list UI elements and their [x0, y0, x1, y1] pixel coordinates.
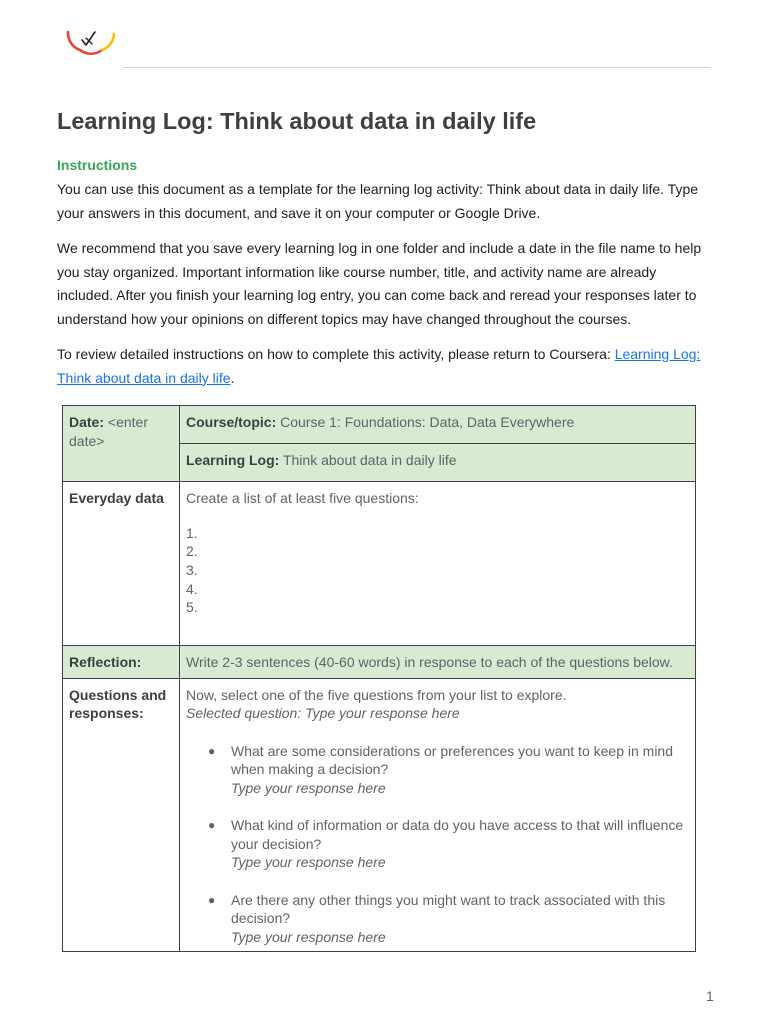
reflection-text: Write 2-3 sentences (40-60 words) in response to each of the questions below. — [186, 654, 673, 670]
question-text: Are there any other things you might want to track associated with this decision? — [231, 891, 666, 926]
google-logo-icon — [62, 20, 118, 60]
date-value[interactable]: <enter date> — [69, 414, 148, 449]
questions-label: Questions and responses: — [69, 686, 167, 721]
course-value: Course 1: Foundations: Data, Data Everywhere — [276, 414, 575, 430]
bullet-icon: ● — [208, 818, 216, 832]
list-item[interactable]: 4. — [186, 580, 198, 597]
page-title: Learning Log: Think about data in daily life — [57, 108, 537, 134]
everyday-label: Everyday data — [69, 490, 164, 506]
recommendation-paragraph: We recommend that you save every learning log in one folder and include a date in the file name to help you stay organized. Important information like course number, title, and activity name are already included. After you finish your learning log entry, you can come back and reread your responses later to understand how your opinions on different topics may have changed throughout the courses. — [57, 240, 702, 327]
course-cell — [180, 406, 696, 444]
everyday-cell[interactable] — [180, 482, 696, 646]
question-text: What are some considerations or preferences you want to keep in mind when making a decision? — [231, 742, 674, 777]
list-item[interactable]: 3. — [186, 561, 198, 578]
question-item — [186, 891, 689, 947]
list-item[interactable]: 1. — [186, 524, 198, 541]
intro-paragraph: You can use this document as a template for the learning log activity: Think about data in daily life. Type your answers in this document, and save it on your computer or Google Drive. — [57, 181, 699, 221]
date-cell[interactable] — [63, 406, 180, 482]
list-item[interactable]: 2. — [186, 543, 198, 560]
review-paragraph-end: . — [230, 369, 235, 386]
response-field[interactable]: Type your response here — [231, 779, 386, 796]
numbered-list[interactable] — [186, 524, 689, 617]
response-field[interactable]: Type your response here — [231, 854, 386, 870]
reflection-cell — [180, 646, 696, 679]
question-item — [186, 816, 689, 872]
questions-label-cell — [63, 678, 180, 952]
response-field[interactable]: Type your response here — [231, 928, 386, 945]
questions-cell[interactable] — [180, 678, 696, 952]
review-paragraph — [57, 343, 712, 390]
coursera-link[interactable]: Learning Log: Think about data in daily life — [57, 346, 701, 386]
list-item[interactable]: 5. — [186, 599, 198, 616]
course-label: Course/topic: — [186, 414, 277, 430]
reflection-label: Reflection: — [69, 654, 142, 670]
questions-intro: Now, select one of the five questions from your list to explore. — [186, 686, 567, 703]
log-value: Think about data in daily life — [279, 452, 457, 468]
everyday-prompt: Create a list of at least five questions: — [186, 490, 419, 506]
review-paragraph-text: To review detailed instructions on how to complete this activity, please return to Coursera: — [57, 346, 615, 362]
page-number: 1 — [706, 988, 714, 1004]
bullet-icon: ● — [208, 743, 216, 758]
learning-log-table — [62, 405, 696, 952]
question-item — [186, 742, 689, 798]
log-cell — [180, 444, 696, 482]
reflection-label-cell — [63, 646, 180, 679]
date-label: Date: — [69, 414, 105, 430]
instructions-heading: Instructions — [57, 157, 138, 173]
bullet-icon: ● — [208, 892, 216, 907]
selected-question[interactable]: Selected question: Type your response here — [186, 705, 460, 721]
log-label: Learning Log: — [186, 452, 280, 468]
header-divider — [123, 67, 710, 68]
everyday-label-cell — [63, 482, 180, 646]
question-text: What kind of information or data do you have access to that will influence your decision? — [231, 817, 684, 852]
